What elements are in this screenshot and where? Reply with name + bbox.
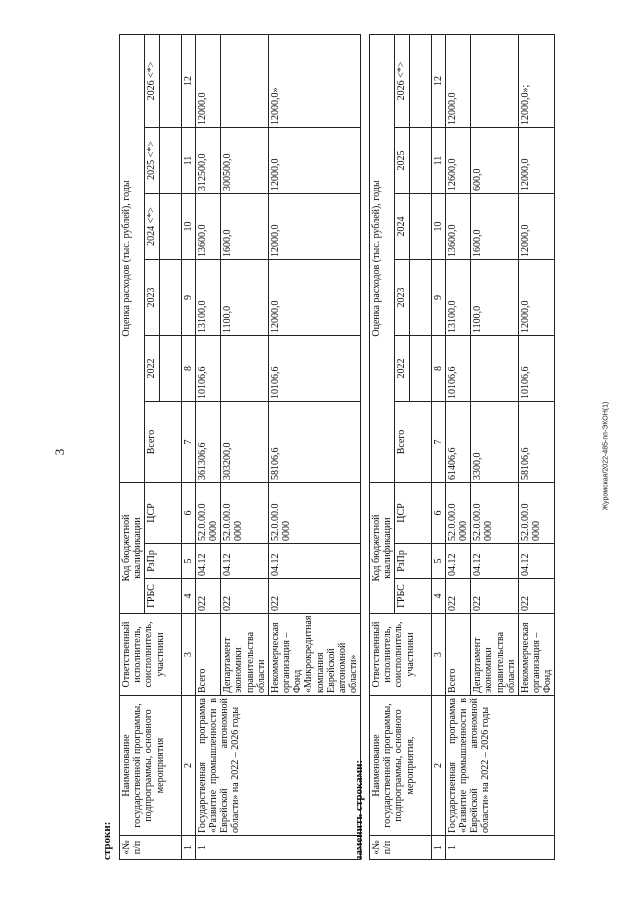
col-number: 11 (181, 128, 195, 194)
cell-2023: 13100,0 (445, 260, 470, 336)
col-number: 7 (431, 402, 445, 483)
cell-rzpr: 04.12 (445, 544, 470, 579)
col-number: 2 (431, 696, 445, 836)
cell-csr: 52.0.00.0 0000 (518, 483, 555, 544)
header-num: «№ п/п (120, 836, 182, 860)
cell-2026: 12000,0» (268, 34, 361, 127)
cell-csr: 52.0.00.0 0000 (221, 483, 269, 544)
cell-2024: 12000,0 (518, 194, 555, 260)
cell-2023: 13100,0 (195, 260, 220, 336)
cell-2026 (221, 34, 269, 127)
cell-responsible: Департамент экономики правительства области (471, 614, 519, 696)
col-number: 11 (431, 128, 445, 194)
header-total: Всего (395, 402, 431, 483)
col-number: 4 (181, 579, 195, 614)
header-2022: 2022 (395, 336, 409, 402)
cell-2022 (471, 336, 519, 402)
cell-grbs: 022 (518, 579, 555, 614)
cell-2022: 10106,6 (445, 336, 470, 402)
cell-rzpr: 04.12 (195, 544, 220, 579)
cell-grbs: 022 (195, 579, 220, 614)
col-number: 1 (431, 836, 445, 860)
table-row (445, 34, 470, 859)
program-number: 1 (195, 836, 361, 860)
cell-responsible: Департамент экономики правительства области (221, 614, 269, 696)
col-number: 3 (431, 614, 445, 696)
header-2024: 2024 <*> (145, 194, 159, 260)
table-row (195, 34, 220, 859)
section-label-replace: заменить строками: (353, 759, 365, 860)
cell-responsible: Некоммерческая организация – Фонд (518, 614, 555, 696)
cell-total: 361306,6 (195, 402, 220, 483)
footer-reference: Журомская/2022-485-пп-ЭКОН(1) (602, 401, 610, 511)
cell-csr: 52.0.00.0 0000 (195, 483, 220, 544)
header-total: Всего (145, 402, 181, 483)
cell-rzpr: 04.12 (268, 544, 361, 579)
column-number-row (181, 34, 195, 859)
cell-rzpr: 04.12 (471, 544, 519, 579)
col-number: 2 (181, 696, 195, 836)
header-2022: 2022 (145, 336, 159, 402)
cell-total: 58106,6 (268, 402, 361, 483)
cell-2024: 1600,0 (221, 194, 269, 260)
col-number: 3 (181, 614, 195, 696)
header-rzpr: РзПр (145, 544, 181, 579)
header-estimate: Оценка расходов (тыс. рублей), годы (370, 34, 395, 482)
col-number: 12 (431, 34, 445, 127)
header-csr: ЦСР (395, 483, 431, 544)
cell-total: 58106,6 (518, 402, 555, 483)
header-kbk: Код бюджетной квалификации (370, 483, 395, 614)
header-name: Наименование государственной программы, подпрограммы, основного мероприятия (120, 696, 182, 836)
cell-2024: 13600,0 (195, 194, 220, 260)
section-label-lines: строки: (101, 821, 113, 860)
cell-2022: 10106,6 (195, 336, 220, 402)
program-number: 1 (445, 836, 555, 860)
cell-total: 61406,6 (445, 402, 470, 483)
header-responsible: Ответственный исполнитель, соисполнитель, участники (120, 614, 182, 696)
header-grbs: ГРБС (395, 579, 431, 614)
header-2026: 2026 <*> (145, 34, 159, 127)
cell-2025: 12600,0 (445, 128, 470, 194)
cell-2024: 13600,0 (445, 194, 470, 260)
header-2025: 2025 <*> (145, 128, 159, 194)
table-replacement-lines (369, 34, 555, 860)
cell-grbs: 022 (268, 579, 361, 614)
header-rzpr: РзПр (395, 544, 431, 579)
col-number: 8 (181, 336, 195, 402)
cell-2026: 12000,0 (195, 34, 220, 127)
col-number: 10 (431, 194, 445, 260)
col-number: 9 (431, 260, 445, 336)
cell-2023: 12000,0 (518, 260, 555, 336)
cell-grbs: 022 (471, 579, 519, 614)
cell-2025: 12000,0 (268, 128, 361, 194)
cell-2026 (471, 34, 519, 127)
header-responsible: Ответственный исполнитель, соисполнитель, участники (370, 614, 432, 696)
cell-rzpr: 04.12 (518, 544, 555, 579)
cell-2022: 10106,6 (518, 336, 555, 402)
cell-2025: 312500,0 (195, 128, 220, 194)
col-number: 8 (431, 336, 445, 402)
col-number: 10 (181, 194, 195, 260)
cell-csr: 52.0.00.0 0000 (268, 483, 361, 544)
cell-rzpr: 04.12 (221, 544, 269, 579)
cell-2023: 12000,0 (268, 260, 361, 336)
col-number: 6 (431, 483, 445, 544)
header-estimate: Оценка расходов (тыс. рублей), годы (120, 34, 145, 482)
col-number: 4 (431, 579, 445, 614)
header-num: «№ п/п (370, 836, 432, 860)
header-kbk: Код бюджетной квалификации (120, 483, 145, 614)
cell-2024: 1600,0 (471, 194, 519, 260)
cell-2023: 1100,0 (221, 260, 269, 336)
column-number-row (431, 34, 445, 859)
program-name: Государственная программа «Развитие промышленности в Еврейской автономной области» на 2022 – 2026 годы (195, 696, 361, 836)
cell-total: 303200,0 (221, 402, 269, 483)
cell-2024: 12000,0 (268, 194, 361, 260)
header-grbs: ГРБС (145, 579, 181, 614)
col-number: 6 (181, 483, 195, 544)
header-2025: 2025 (395, 128, 409, 194)
col-number: 12 (181, 34, 195, 127)
cell-2025: 300500,0 (221, 128, 269, 194)
col-number: 5 (181, 544, 195, 579)
table-original-lines (119, 34, 361, 860)
header-2023: 2023 (395, 260, 409, 336)
cell-responsible: Некоммерческая организация – Фонд «Микрокредитная компания Еврейской автономной области» (268, 614, 361, 696)
header-2024: 2024 (395, 194, 409, 260)
cell-grbs: 022 (221, 579, 269, 614)
cell-2025: 600,0 (471, 128, 519, 194)
header-csr: ЦСР (145, 483, 181, 544)
col-number: 7 (181, 402, 195, 483)
header-2023: 2023 (145, 260, 159, 336)
cell-grbs: 022 (445, 579, 470, 614)
col-number: 5 (431, 544, 445, 579)
cell-2026: 12000,0»; (518, 34, 555, 127)
cell-responsible: Всего (445, 614, 470, 696)
header-2026: 2026 <*> (395, 34, 409, 127)
page-number: 3 (52, 448, 67, 456)
cell-2022 (221, 336, 269, 402)
col-number: 9 (181, 260, 195, 336)
cell-responsible: Всего (195, 614, 220, 696)
cell-total: 3300,0 (471, 402, 519, 483)
rotated-content (101, 35, 606, 860)
cell-2023: 1100,0 (471, 260, 519, 336)
cell-2025: 12000,0 (518, 128, 555, 194)
cell-csr: 52.0.00.0 0000 (471, 483, 519, 544)
header-name: Наименование государственной программы, подпрограммы, основного мероприятия, (370, 696, 432, 836)
cell-csr: 52.0.00.0 0000 (445, 483, 470, 544)
cell-2026: 12000,0 (445, 34, 470, 127)
col-number: 1 (181, 836, 195, 860)
program-name: Государственная программа «Развитие промышленности в Еврейской автономной области» на 2022 – 2026 годы (445, 696, 555, 836)
cell-2022: 10106,6 (268, 336, 361, 402)
